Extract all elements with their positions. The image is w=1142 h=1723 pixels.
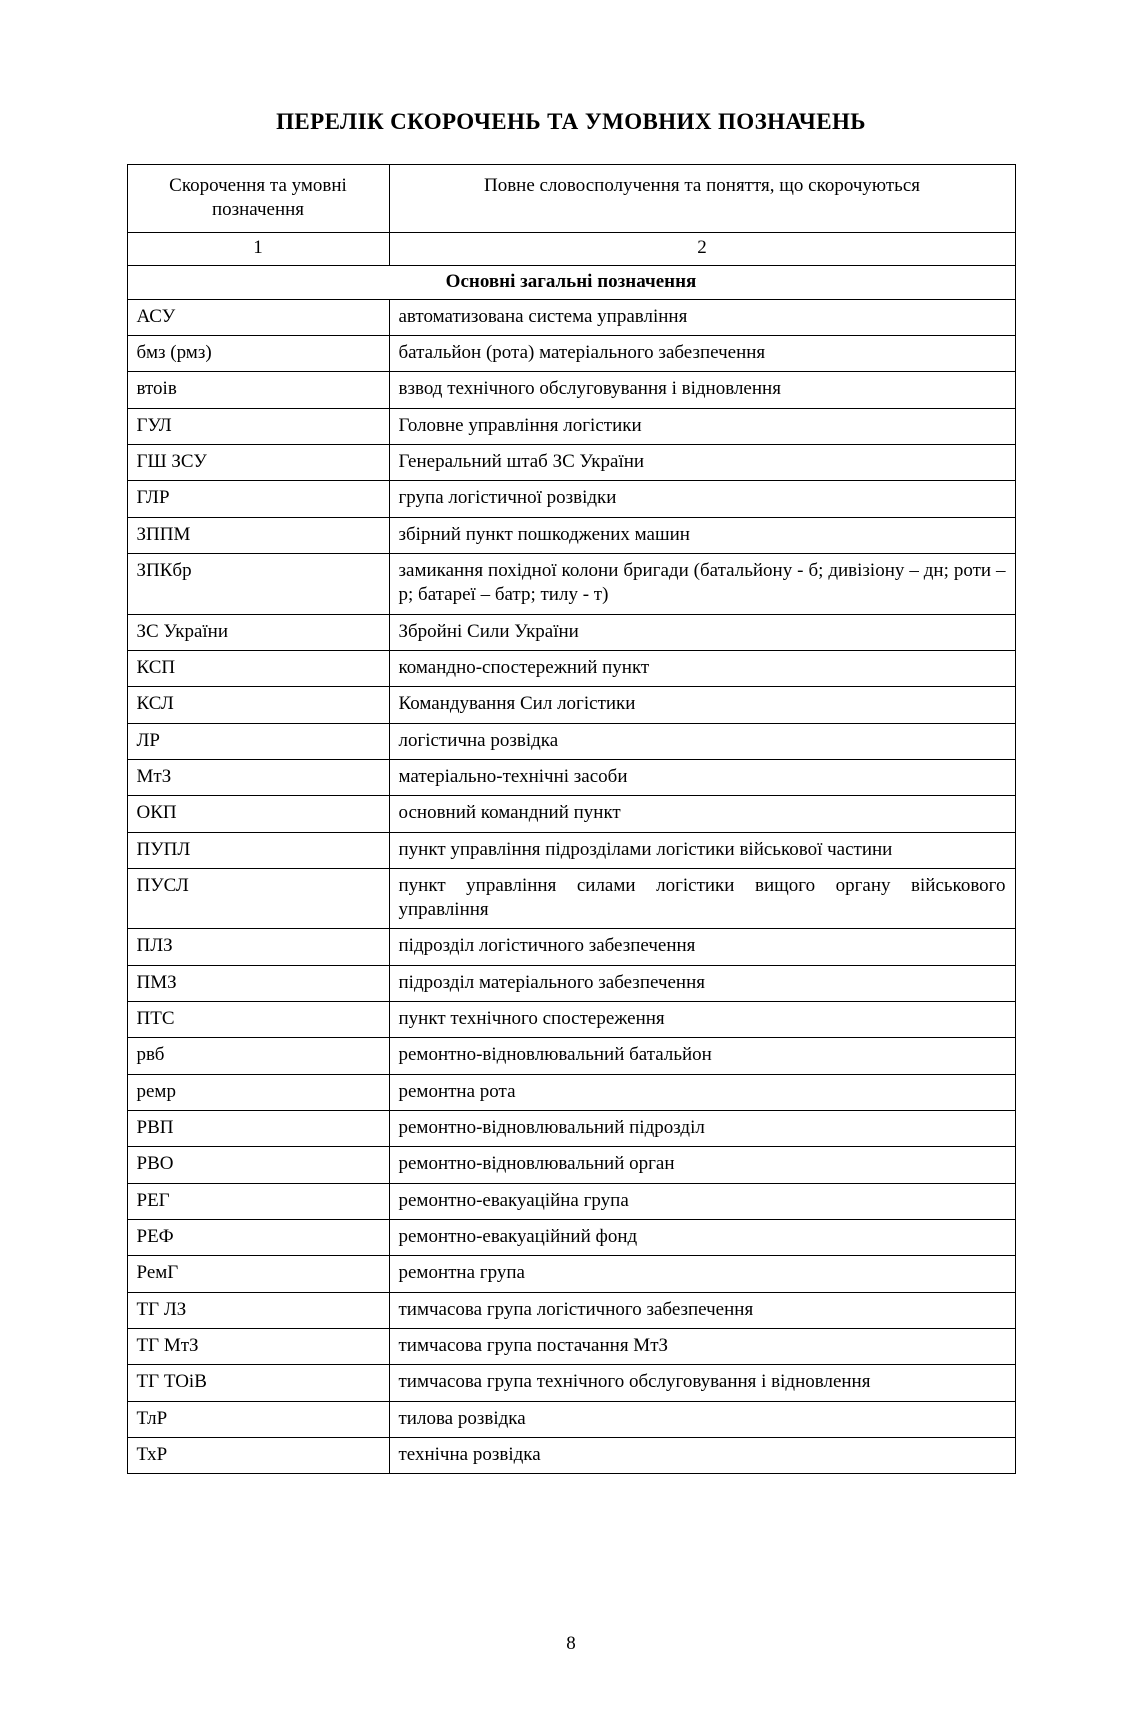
row-full-phrase: тимчасова група постачання МтЗ [389, 1328, 1015, 1364]
row-abbreviation: РЕГ [127, 1183, 389, 1219]
row-full-phrase: замикання похідної колони бригади (батальйону - б; дивізіону – дн; роти – р; батареї – батр; тилу - т) [389, 554, 1015, 615]
table-row [127, 1147, 1015, 1183]
table-row [127, 1292, 1015, 1328]
table-column-number-row [127, 233, 1015, 265]
row-full-phrase: ремонтно-відновлювальний орган [389, 1147, 1015, 1183]
page-title: ПЕРЕЛІК СКОРОЧЕНЬ ТА УМОВНИХ ПОЗНАЧЕНЬ [276, 109, 866, 134]
table-row [127, 687, 1015, 723]
row-full-phrase: ремонтно-відновлювальний батальйон [389, 1038, 1015, 1074]
row-abbreviation: АСУ [127, 299, 389, 335]
table-row [127, 1256, 1015, 1292]
row-full-phrase: командно-спостережний пункт [389, 650, 1015, 686]
row-abbreviation: ТГ ЛЗ [127, 1292, 389, 1328]
table-row [127, 929, 1015, 965]
row-full-phrase: тимчасова група логістичного забезпечення [389, 1292, 1015, 1328]
table-row [127, 614, 1015, 650]
table-row [127, 336, 1015, 372]
table-row [127, 759, 1015, 795]
table-row [127, 832, 1015, 868]
header-cell-full-phrase: Повне словосполучення та поняття, що скорочуються [389, 164, 1015, 233]
row-full-phrase: пункт технічного спостереження [389, 1002, 1015, 1038]
table-row [127, 1002, 1015, 1038]
row-full-phrase: збірний пункт пошкоджених машин [389, 517, 1015, 553]
table-header-row [127, 164, 1015, 233]
row-full-phrase: автоматизована система управління [389, 299, 1015, 335]
row-abbreviation: МтЗ [127, 759, 389, 795]
table-body [127, 164, 1015, 1474]
row-abbreviation: ТГ ТОіВ [127, 1365, 389, 1401]
table-row [127, 481, 1015, 517]
page-number: 8 [566, 1633, 576, 1654]
row-full-phrase: технічна розвідка [389, 1437, 1015, 1473]
table-row [127, 517, 1015, 553]
row-abbreviation: КСП [127, 650, 389, 686]
table-row [127, 1219, 1015, 1255]
row-abbreviation: ГШ ЗСУ [127, 445, 389, 481]
table-row [127, 1074, 1015, 1110]
row-abbreviation: ПЛЗ [127, 929, 389, 965]
row-abbreviation: втоів [127, 372, 389, 408]
column-number-1: 1 [127, 233, 389, 265]
table-row [127, 1401, 1015, 1437]
row-abbreviation: бмз (рмз) [127, 336, 389, 372]
row-abbreviation: ГУЛ [127, 408, 389, 444]
row-full-phrase: Головне управління логістики [389, 408, 1015, 444]
row-full-phrase: ремонтна рота [389, 1074, 1015, 1110]
row-full-phrase: група логістичної розвідки [389, 481, 1015, 517]
row-abbreviation: ЗС України [127, 614, 389, 650]
table-row [127, 445, 1015, 481]
row-abbreviation: ТлР [127, 1401, 389, 1437]
row-full-phrase: тилова розвідка [389, 1401, 1015, 1437]
row-full-phrase: Командування Сил логістики [389, 687, 1015, 723]
row-full-phrase: Збройні Сили України [389, 614, 1015, 650]
row-abbreviation: ЗПКбр [127, 554, 389, 615]
row-full-phrase: матеріально-технічні засоби [389, 759, 1015, 795]
table-row [127, 1437, 1015, 1473]
row-abbreviation: ГЛР [127, 481, 389, 517]
row-abbreviation: рвб [127, 1038, 389, 1074]
table-row [127, 372, 1015, 408]
row-abbreviation: ПУПЛ [127, 832, 389, 868]
row-full-phrase: ремонтно-евакуаційний фонд [389, 1219, 1015, 1255]
table-row [127, 408, 1015, 444]
table-row [127, 1365, 1015, 1401]
table-row [127, 299, 1015, 335]
row-abbreviation: ОКП [127, 796, 389, 832]
row-abbreviation: ПМЗ [127, 965, 389, 1001]
document-page [0, 108, 1142, 1723]
abbreviations-table [127, 164, 1016, 1475]
row-full-phrase: підрозділ логістичного забезпечення [389, 929, 1015, 965]
table-section-row [127, 265, 1015, 299]
row-full-phrase: ремонтно-евакуаційна група [389, 1183, 1015, 1219]
table-row [127, 650, 1015, 686]
section-title: Основні загальні позначення [127, 265, 1015, 299]
row-abbreviation: ПТС [127, 1002, 389, 1038]
column-number-2: 2 [389, 233, 1015, 265]
row-full-phrase: ремонтна група [389, 1256, 1015, 1292]
row-abbreviation: ЛР [127, 723, 389, 759]
table-row [127, 1183, 1015, 1219]
row-full-phrase: ремонтно-відновлювальний підрозділ [389, 1111, 1015, 1147]
row-abbreviation: ТхР [127, 1437, 389, 1473]
row-full-phrase: Генеральний штаб ЗС України [389, 445, 1015, 481]
row-full-phrase: підрозділ матеріального забезпечення [389, 965, 1015, 1001]
row-abbreviation: РВО [127, 1147, 389, 1183]
row-abbreviation: РемГ [127, 1256, 389, 1292]
table-row [127, 1328, 1015, 1364]
header-cell-abbreviation: Скорочення та умовні позначення [127, 164, 389, 233]
row-abbreviation: РВП [127, 1111, 389, 1147]
row-abbreviation: ПУСЛ [127, 868, 389, 929]
row-abbreviation: КСЛ [127, 687, 389, 723]
table-row [127, 965, 1015, 1001]
row-full-phrase: основний командний пункт [389, 796, 1015, 832]
row-abbreviation: РЕФ [127, 1219, 389, 1255]
table-row [127, 1111, 1015, 1147]
row-full-phrase: пункт управління силами логістики вищого органу військового управління [389, 868, 1015, 929]
row-abbreviation: ремр [127, 1074, 389, 1110]
table-row [127, 723, 1015, 759]
row-abbreviation: ЗППМ [127, 517, 389, 553]
row-full-phrase: тимчасова група технічного обслуговування і відновлення [389, 1365, 1015, 1401]
row-full-phrase: логістична розвідка [389, 723, 1015, 759]
row-full-phrase: батальйон (рота) матеріального забезпечення [389, 336, 1015, 372]
table-row [127, 796, 1015, 832]
table-row [127, 1038, 1015, 1074]
row-abbreviation: ТГ МтЗ [127, 1328, 389, 1364]
table-row [127, 554, 1015, 615]
row-full-phrase: взвод технічного обслуговування і відновлення [389, 372, 1015, 408]
table-row [127, 868, 1015, 929]
row-full-phrase: пункт управління підрозділами логістики військової частини [389, 832, 1015, 868]
